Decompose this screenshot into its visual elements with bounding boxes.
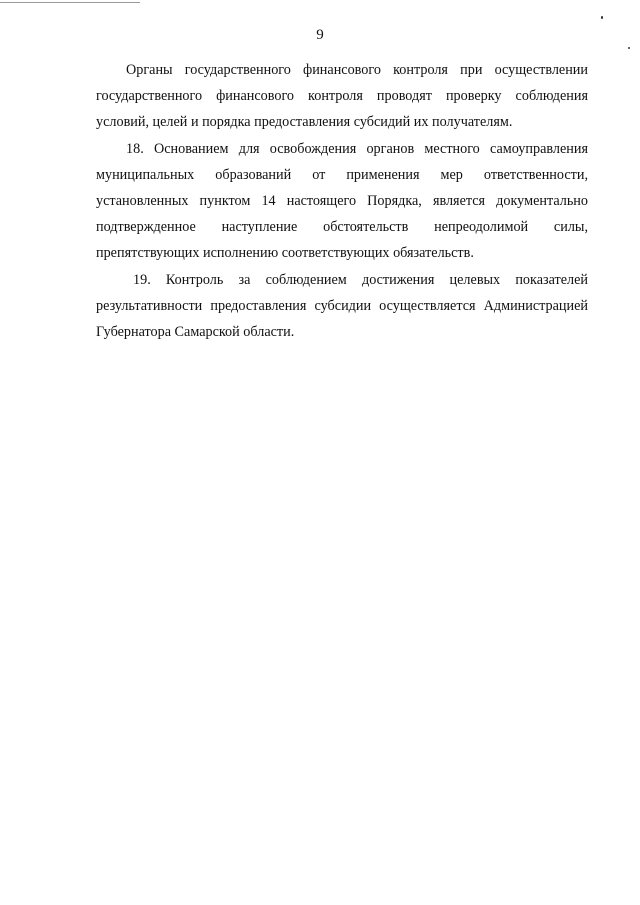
page-number: 9 — [316, 27, 324, 43]
paragraph-control-bodies: Органы государственного финансового контроля при осуществлении государственного финансового контроля проводят проверку соблюдения условий, целей и порядка предоставления субсидий их получателям. — [96, 62, 588, 131]
scan-speck — [628, 47, 630, 49]
paragraph-19: 19. Контроль за соблюдением достижения целевых показателей результативности предоставления субсидии осуществляется Администрацией Губернатора Самарской области. — [96, 271, 588, 341]
paragraph-18: 18. Основанием для освобождения органов местного самоуправления муниципальных образований от применения мер ответственности, установленных пунктом 14 настоящего Порядка, является документально подтвержденное наступление обстоятельств непреодолимой силы, препятствующих исполнению соответствующих обязательств. — [96, 140, 588, 262]
top-edge-rule — [0, 2, 140, 3]
document-body — [96, 57, 588, 345]
scan-speck — [601, 16, 603, 19]
